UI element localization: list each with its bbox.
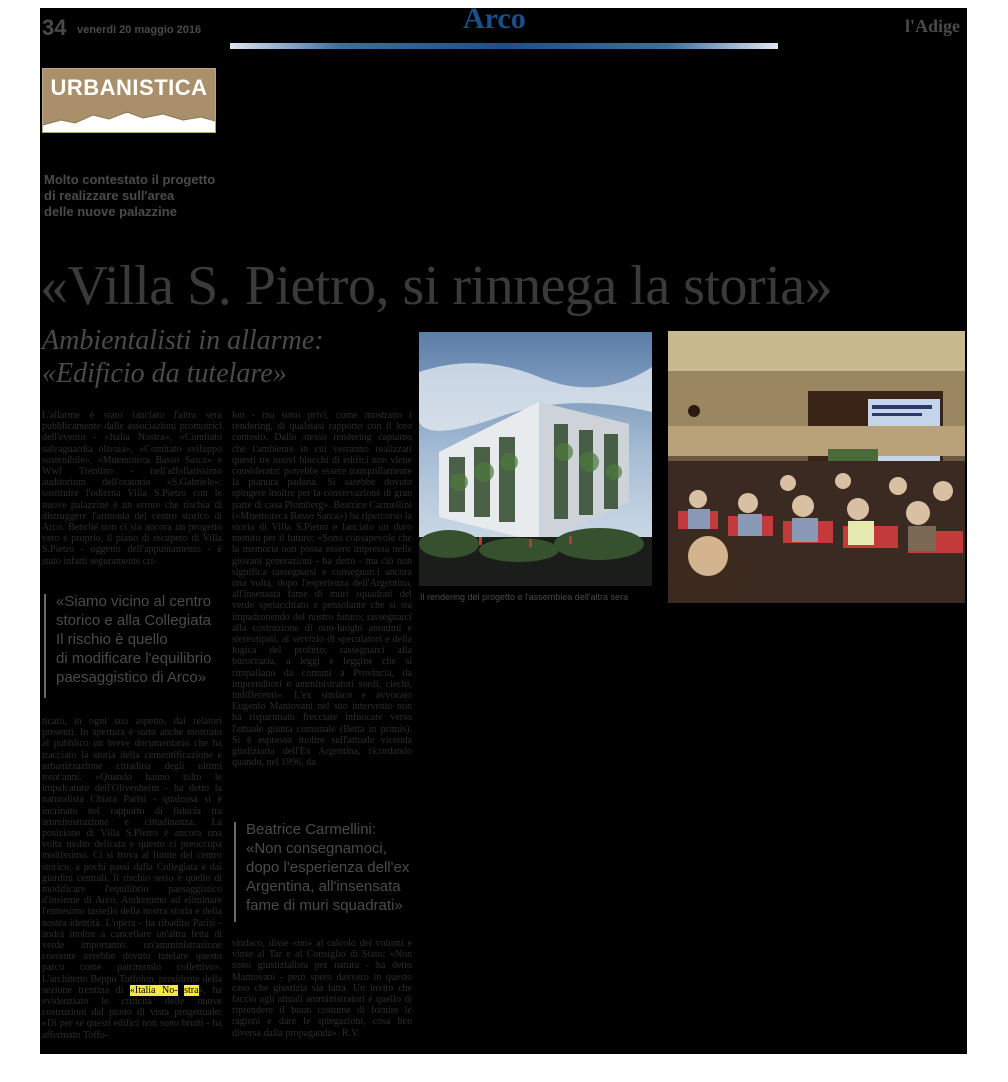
kicker-line: di realizzare sull'area <box>44 188 175 203</box>
page-number: 34 <box>42 15 67 40</box>
pull-quote-line: di modificare l'equilibrio <box>56 650 212 667</box>
photo-caption: Il rendering del progetto e l'assemblea dell'altra sera <box>420 592 629 602</box>
rendering-photo <box>419 332 652 586</box>
pull-quote-line: Beatrice Carmellini: <box>246 821 377 838</box>
body-text: lon - ma sono privi, come mostrano i rendering, di qualsiasi rapporto con il loro contesto. Dallo stesso rendering capiamo che l'ambiente in cui verranno realizzati questi tre nuovi blocchi di edifici non viene considerato: potrebbe essere tranquillamente la pianura padana. Si sarebbe dovuto spingere inoltre per la conservazione di gran parte di casa Plomberg». Beatrice Carmellini («Mnemoteca Basso Sarca») ha ripercorso la storia di Villa S.Pietro e lanciato un duro monito per il futuro: «Sono consapevole che la memoria non possa essere impressa nelle giovani generazioni - ha detto - ma ciò non significa rassegnarsi e consegnarci ancora una volta, dopo l'esperienza dell'Argentina, all'insensata fame di muri squadrati del verde spelacchiato e pensolante che si sta impadronendo del nostro futuro; rassegnarci alla costruzione di non-luoghi anonimi e stereotipati, al servizio di speculatori e della logica del profitto; rassegnarci alla burocrazia, a leggi e leggine che si rimpallano da comuni a Provincia, da imprenditori e amministratori sordi, ciechi, indifferenti». L'ex sindaco e avvocato Eugenio Mantovani nel suo intervento non ha risparmiato frecciate infuocate verso l'attuale giunta comunale (Betta in primis). Si è espresso inoltre sull'attuale vicenda giudiziaria dell'Ex Argentina, ricordando quando, nel 1996, da <box>232 410 412 769</box>
hills-icon <box>43 109 215 133</box>
body-text-run: ticato, in ogni suo aspetto, dai relatori presenti. In apertura è stato anche mostrato al pubblico un breve documentario che ha tracciato la storia della cementificazione e urbanizzazione cittadina degli ultimi trent'anni. «Quando hanno tolto le impalcature dell'Olivenheim - ha detto la naturalista Chiara Parisi - qualcosa si è incrinato nel rapporto di fiducia tra amministrazione e cittadinanza. La posizione di Villa S.Pietro è ancora una volta molto delicata e questo ci preoccupa moltissimo. Ci si trova al limite del centro storico, a pochi passi dalla Collegiata e dai giardini centrali. Il rischio serio è quello di modificare l'equilibrio paesaggistico d'insieme di Arco. Andremmo ad eliminare l'ennesimo tassello della nostra storia e della nostra identità. L'opera - ha ribadito Parisi - andrà inoltre a cancellare un'altra fetta di verde importante: un'amministrazione coerente avrebbe dovuto tutelare questo parco come patrimonio collettivo». L'architetto Beppo Toffolon, presidente della sezione trentina di <box>42 716 222 996</box>
pull-quote-bar <box>234 822 236 922</box>
body-column-2-top <box>232 410 412 769</box>
rubric-label: URBANISTICA <box>50 75 208 100</box>
body-column-1-bottom <box>42 716 222 1041</box>
pull-quote-line: paesaggistico di Arco» <box>56 669 207 686</box>
signature: R.V. <box>341 1027 360 1039</box>
header-rule <box>230 43 778 49</box>
section-title: Arco <box>463 2 526 35</box>
kicker-line: delle nuove palazzine <box>44 204 177 219</box>
assembly-photo <box>668 331 965 603</box>
highlight-mark: stra <box>184 984 199 996</box>
pull-quote-line: Il rischio è quello <box>56 631 168 648</box>
pull-quote <box>246 820 416 915</box>
pull-quote-line: dopo l'esperienza dell'ex <box>246 859 410 876</box>
rendering-image <box>419 332 652 586</box>
page-date: venerdì 20 maggio 2016 <box>77 24 202 36</box>
kicker <box>44 172 234 220</box>
pull-quote-bar <box>44 594 46 698</box>
headline: «Villa S. Pietro, si rinnega la storia» <box>40 255 833 317</box>
body-text-run: », ha evidenziato le criticità delle nuove costruzioni dal punto di vista progettuale: «Di per sé questi edifici non sono brutti - ha affermato Toffo- <box>42 984 222 1041</box>
highlight-mark: «Italia No- <box>129 984 178 996</box>
body-text-run: sindaco, disse «no» al calcolo dei volumi e vinse al Tar e al Consiglio di Stato: «Non sono giustizialista per natura - ha detto Mantovani - però spero davvero in questo caso che giustizia sia fatta. Un invito che faccio agli attuali amministratori è quello di riprendere il buon costume di fornire le ragioni e dare le spiegazioni, cosa ben diversa dalla propaganda». <box>232 938 412 1039</box>
pull-quote-line: «Non consegnamoci, <box>246 840 387 857</box>
kicker-line: Molto contestato il progetto <box>44 172 216 187</box>
pull-quote-line: storico e alla Collegiata <box>56 612 212 629</box>
subheadline-line: Ambientalisti in allarme: <box>42 325 324 356</box>
subheadline-line: «Edificio da tutelare» <box>42 358 287 389</box>
pull-quote-line: Argentina, all'insensata <box>246 878 401 895</box>
pull-quote-line: fame di muri squadrati» <box>246 897 403 914</box>
body-text: L'allarme è stato lanciato l'altra sera pubblicamente dalle associazioni promotrici dell'evento - «Italia Nostra», «Comitato salvaguardia olivaia», «Comitato sviluppo sostenibile», «Mnemoteca Basso Sarca» e Wwf Trentino - nell'affollatissimo auditorium dell'oratorio «S.Gabriele»: sostituire l'odierna Villa S.Pietro con le nuove palazzine è un errore che rischia di distruggere l'armonia del centro storico di Arco. Benché non ci sia ancora un progetto vero e proprio, il piano di recupero di Villa S.Pietro - oggetto dell'appuntamento - è stato infatti seguramente cri- <box>42 410 222 567</box>
body-text <box>42 716 222 1041</box>
assembly-image <box>668 331 965 603</box>
masthead: l'Adige <box>905 16 961 36</box>
pull-quote-line: «Siamo vicino al centro <box>56 593 212 610</box>
pull-quote <box>56 592 226 687</box>
body-column-2-bottom <box>232 938 412 1039</box>
body-column-1-top <box>42 410 222 567</box>
body-text <box>232 938 412 1039</box>
subheadline <box>42 324 412 390</box>
rubric-box <box>42 68 216 133</box>
